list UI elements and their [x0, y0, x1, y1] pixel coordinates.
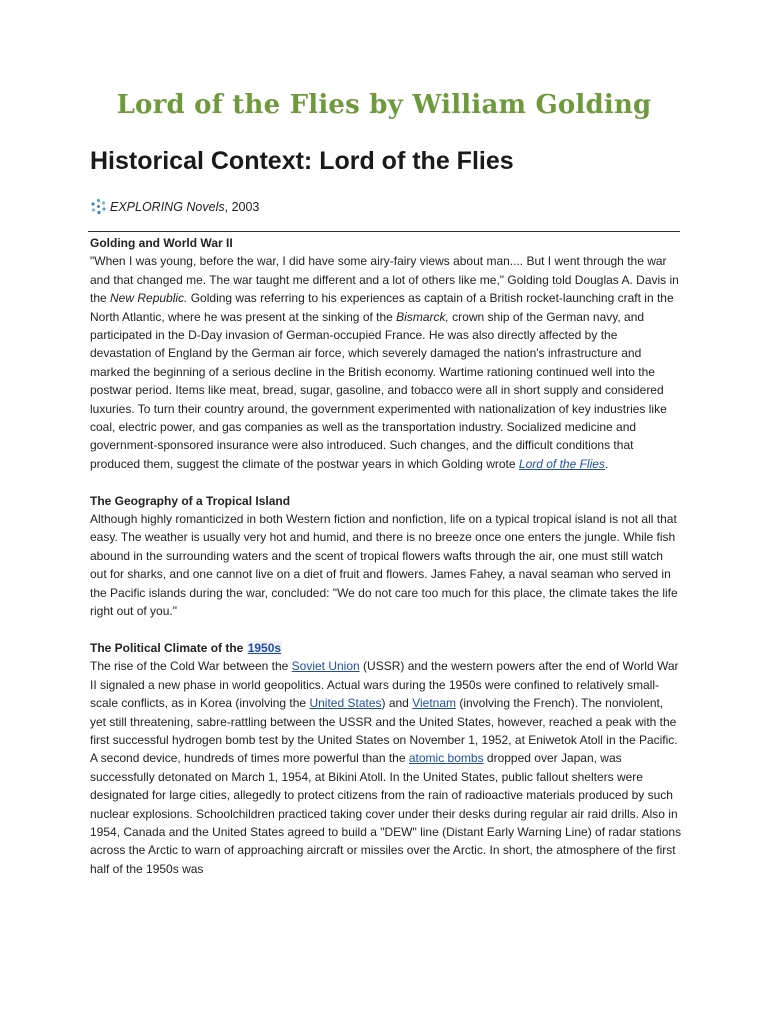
section-golding-ww2 — [90, 234, 682, 473]
section-heading: Golding and World War II — [90, 236, 233, 250]
book-title: Lord of the Flies by William Golding — [116, 90, 652, 120]
1950s-link[interactable]: 1950s — [247, 640, 282, 655]
new-republic-title: New Republic. — [110, 291, 188, 306]
section-paragraph: The rise of the Cold War between the Soviet Union (USSR) and the western powers after the end of World War II signaled a new phase in world geopolitics. Actual wars during the 1950s were confined to relatively small-scale conflicts, as in Korea (involving the United States) and Vietnam (involving the French). The nonviolent, yet still threatening, sabre-rattling between the USSR and the United States, however, reached a peak with the first successful hydrogen bomb test by the United States on November 1, 1952, at Eniwetok Atoll in the Pacific. A second device, hundreds of times more powerful than the atomic bombs dropped over Japan, was successfully detonated on March 1, 1954, at Bikini Atoll. In the United States, public fallout shelters were designated for large cities, allegedly to protect citizens from the rain of radioactive materials produced by such nuclear explosions. Schoolchildren practiced taking cover under their desks during regular air raid drills. Also in 1954, Canada and the United States agreed to build a "DEW" line (Distant Early Warning Line) of radar stations across the Arctic to warn of approaching aircraft or missiles over the Arctic. In short, the atmosphere of the first half of the 1950s was — [90, 659, 682, 876]
section-tropical-island — [90, 492, 682, 621]
page-title: Historical Context: Lord of the Flies — [90, 147, 514, 175]
united-states-link[interactable]: United States — [309, 696, 382, 711]
section-paragraph: "When I was young, before the war, I did have some airy-fairy views about man.... But I went through the war and that changed me. The war taught me different and a lot of others like me," Golding told Douglas A. Davis in the New Republic. Golding was referring to his experiences as captain of a British rocket-launching craft in the North Atlantic, where he was present at the sinking of the Bismarck, crown ship of the German navy, and participated in the D-Day invasion of German-occupied France. He was also directly affected by the devastation of England by the German air force, which severely damaged the nation's infrastructure and marked the beginning of a serious decline in the British economy. Wartime rationing continued well into the postwar period. Items like meat, bread, sugar, gasoline, and tobacco were all in short supply and considered luxuries. To turn their country around, the government experimented with nationalization of key industries like coal, electric power, and gas companies as well as the transportation industry. Socialized medicine and government-sponsored insurance were also introduced. Such changes, and the difficult conditions that produced them, suggest the climate of the postwar years in which Golding wrote Lord of the Flies. — [90, 254, 679, 471]
source-name: EXPLORING Novels — [110, 199, 225, 214]
source-year: , 2003 — [224, 199, 260, 214]
soviet-union-link[interactable]: Soviet Union — [291, 659, 360, 674]
bismarck-name: Bismarck, — [396, 309, 449, 324]
section-paragraph: Although highly romanticized in both Western fiction and nonfiction, life on a typical tropical island is not all that easy. The weather is usually very hot and humid, and there is no breeze once one enters the jungle. While fish abound in the surrounding waters and the scent of tropical flowers wafts through the air, one must still watch out for sharks, and one cannot live on a diet of fruit and flowers. James Fahey, a naval seaman who served in the Pacific islands during the war, concluded: "We do not care too much for this place, the climate takes the life right out of you." — [90, 512, 678, 619]
exploring-logo-icon — [90, 198, 107, 215]
atomic-bombs-link[interactable]: atomic bombs — [408, 751, 484, 766]
lord-of-the-flies-link[interactable]: Lord of the Flies — [518, 456, 605, 471]
section-political-climate — [90, 639, 682, 878]
source-line — [90, 198, 259, 215]
section-heading: The Geography of a Tropical Island — [90, 493, 291, 508]
vietnam-link[interactable]: Vietnam — [412, 696, 456, 711]
article-body — [90, 234, 682, 897]
divider — [88, 231, 680, 232]
section-heading: The Political Climate of the 1950s — [90, 640, 282, 655]
